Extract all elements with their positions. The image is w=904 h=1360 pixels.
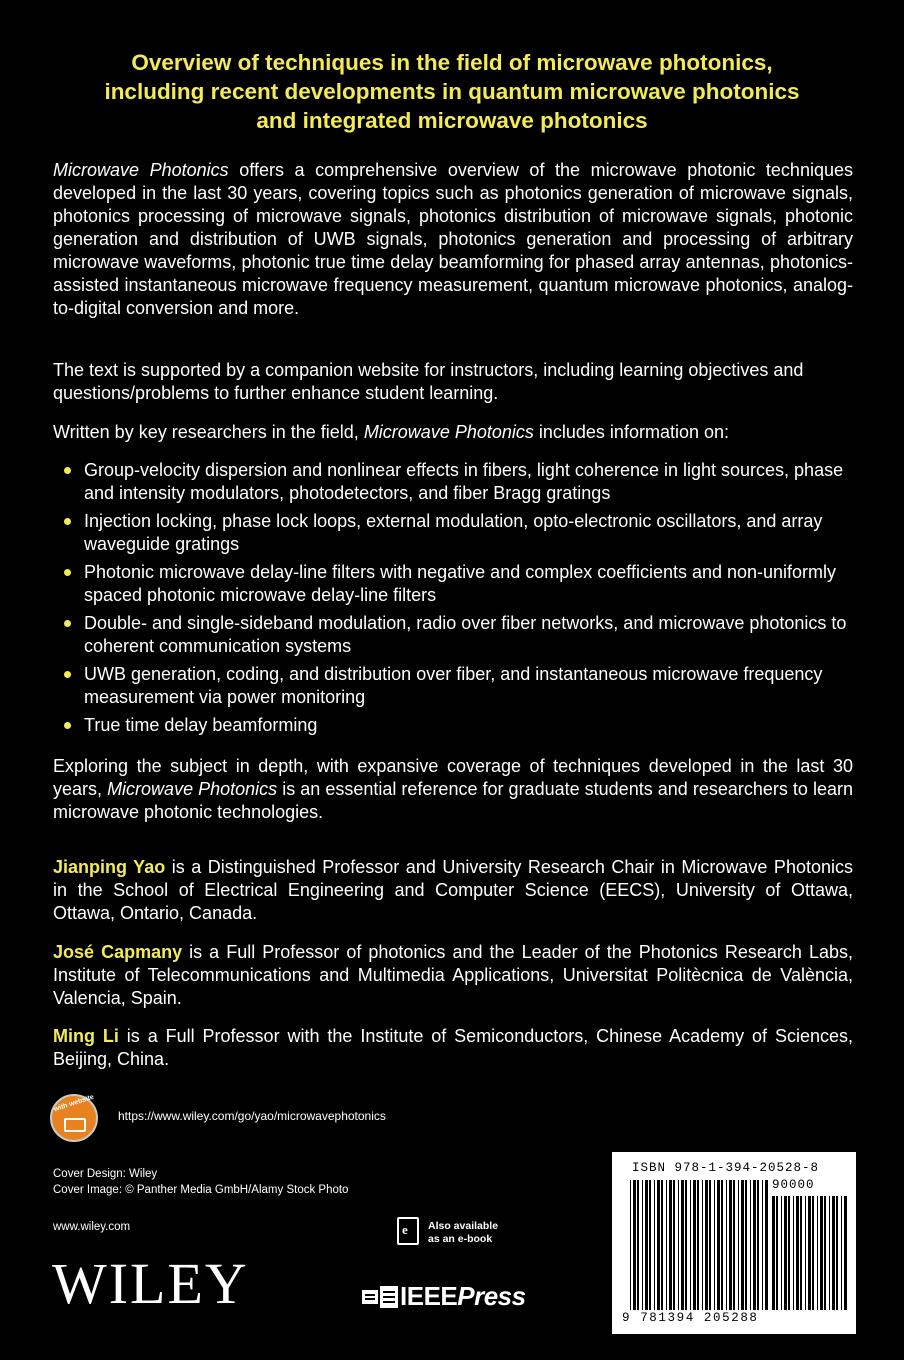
publisher-site-link[interactable]: www.wiley.com [53,1221,131,1233]
list-item: True time delay beamforming [53,714,853,737]
book-title: Microwave Photonics [363,422,534,442]
author-bio: José Capmany is a Full Professor of photonics and the Leader of the Photonics Research Labs, Institute of Telecommunications and Multimedia Applications, Universitat Politècnica de València, Valencia, Spain. [53,942,853,1008]
e-book-icon: e [397,1217,419,1245]
barcode-bar [820,1196,823,1310]
author-name: Jianping Yao [53,857,166,877]
barcode-bar [681,1180,684,1310]
barcode-bar [829,1196,830,1310]
barcode-bar [642,1180,643,1310]
barcode-bar [844,1196,847,1310]
barcode-bar [729,1180,732,1310]
barcode-bar [697,1180,699,1310]
barcode-bar [709,1180,711,1310]
barcode-bar [836,1196,838,1310]
barcode-bar [817,1196,818,1310]
author-bio: Jianping Yao is a Distinguished Professor and University Research Chair in Microwave Photonics in the School of Electrical Engineering and Computer Science (EECS), University of Ottawa, Ottawa, Ontario, Canada. [53,857,853,923]
barcode-bar [772,1196,775,1310]
barcode-bar [702,1180,703,1310]
barcode-bar [633,1180,636,1310]
barcode-bar [673,1180,675,1310]
barcode-bar [654,1180,655,1310]
headline-line-3: and integrated microwave photonics [256,108,648,133]
wiley-logo: WILEY [52,1251,249,1316]
list-item: Injection locking, phase lock loops, external modulation, opto-electronic oscillators, and array waveguide gratings [53,510,853,556]
barcode-bar [753,1180,756,1310]
barcode-bar [796,1196,799,1310]
barcode-bar [717,1180,720,1310]
isbn-number: ISBN 978-1-394-20528-8 [632,1161,820,1175]
barcode-bar [661,1180,663,1310]
barcode-bar [721,1180,723,1310]
barcode-bar [781,1196,782,1310]
barcode-bar [808,1196,811,1310]
intro-text: offers a comprehensive overview of the microwave photonic techniques developed in the last 30 years, covering topics such as photonics generation of microwave signals, photonics processing of microwave signals, photonics distribution of microwave signals, photonic generation and distribution of UWB signals, photonics generation and processing of arbitrary microwave waveforms, photonic true time delay beamforming for phased array antennas, photonics-assisted instantaneous microwave frequency measurement, quantum microwave photonics, analog-to-digital conversion and more. [53,160,853,318]
barcode-bar [657,1180,660,1310]
barcode-bar [793,1196,794,1310]
barcode-bar [714,1180,715,1310]
list-item: Double- and single-sideband modulation, radio over fiber networks, and microwave photonics to coherent communication systems [53,612,853,658]
barcode-bar [784,1196,787,1310]
barcode-bar [776,1196,778,1310]
list-item: UWB generation, coding, and distribution over fiber, and instantaneous microwave frequency measurement via power monitoring [53,663,853,709]
barcode-bar [690,1180,691,1310]
barcode-bar [705,1180,708,1310]
headline-line-2: including recent developments in quantum microwave photonics [104,79,800,104]
barcode-bar [765,1180,768,1310]
cover-image-credit: Cover Image: © Panther Media GmbH/Alamy Stock Photo [53,1184,349,1196]
barcode-bar [812,1196,814,1310]
list-item: Photonic microwave delay-line filters with negative and complex coefficients and non-uniformly spaced photonic microwave delay-line filters [53,561,853,607]
book-title: Microwave Photonics [53,160,229,180]
written-by-paragraph: Written by key researchers in the field, Microwave Photonics includes information on: [53,422,729,442]
author-name: Ming Li [53,1026,119,1046]
barcode-bar [666,1180,667,1310]
headline-line-1: Overview of techniques in the field of microwave photonics, [131,50,773,75]
list-item: Group-velocity dispersion and nonlinear effects in fibers, light coherence in light sources, phase and intensity modulators, photodetectors, and fiber Bragg gratings [53,459,853,505]
author-name: José Capmany [53,942,183,962]
book-title: Microwave Photonics [107,779,278,799]
badge-label: with website [53,1093,95,1114]
barcode-bar [741,1180,744,1310]
barcode-bar [726,1180,727,1310]
barcode-bar [738,1180,739,1310]
barcode-bar [824,1196,826,1310]
ean-number: 9 781394 205288 [622,1311,759,1325]
barcode-bar [649,1180,651,1310]
barcode-bar [733,1180,735,1310]
closing-paragraph: Exploring the subject in depth, with expansive coverage of techniques developed in the last 30 years, Microwave Photonics is an essential reference for graduate students and researchers to learn microwave photonic technologies. [53,756,853,822]
cover-design-credit: Cover Design: Wiley [53,1168,158,1180]
barcode-bar [685,1180,687,1310]
author-bio: Ming Li is a Full Professor with the Institute of Semiconductors, Chinese Academy of Sciences, Beijing, China. [53,1026,853,1069]
barcode-bar [788,1196,790,1310]
barcode-bar [800,1196,802,1310]
barcode-bar [678,1180,679,1310]
barcode-bar [841,1196,842,1310]
barcode-bar [637,1180,639,1310]
barcode-bar [669,1180,672,1310]
barcode-bar [745,1180,747,1310]
barcode-bar [757,1180,759,1310]
companion-paragraph: The text is supported by a companion website for instructors, including learning objectives and questions/problems to further enhance student learning. [53,360,804,403]
barcode-bar [762,1180,763,1310]
website-link[interactable]: https://www.wiley.com/go/yao/microwavephotonics [118,1109,386,1123]
price-code: 90000 [772,1178,815,1192]
ebook-note: Also available as an e-book [428,1220,499,1245]
barcode-bar [693,1180,696,1310]
barcode-bar [630,1180,631,1310]
ieee-press-logo: IEEEPress [400,1281,526,1311]
barcode-bar [805,1196,806,1310]
barcode-bar [645,1180,648,1310]
barcode-bar [750,1180,751,1310]
barcode-bar [832,1196,835,1310]
